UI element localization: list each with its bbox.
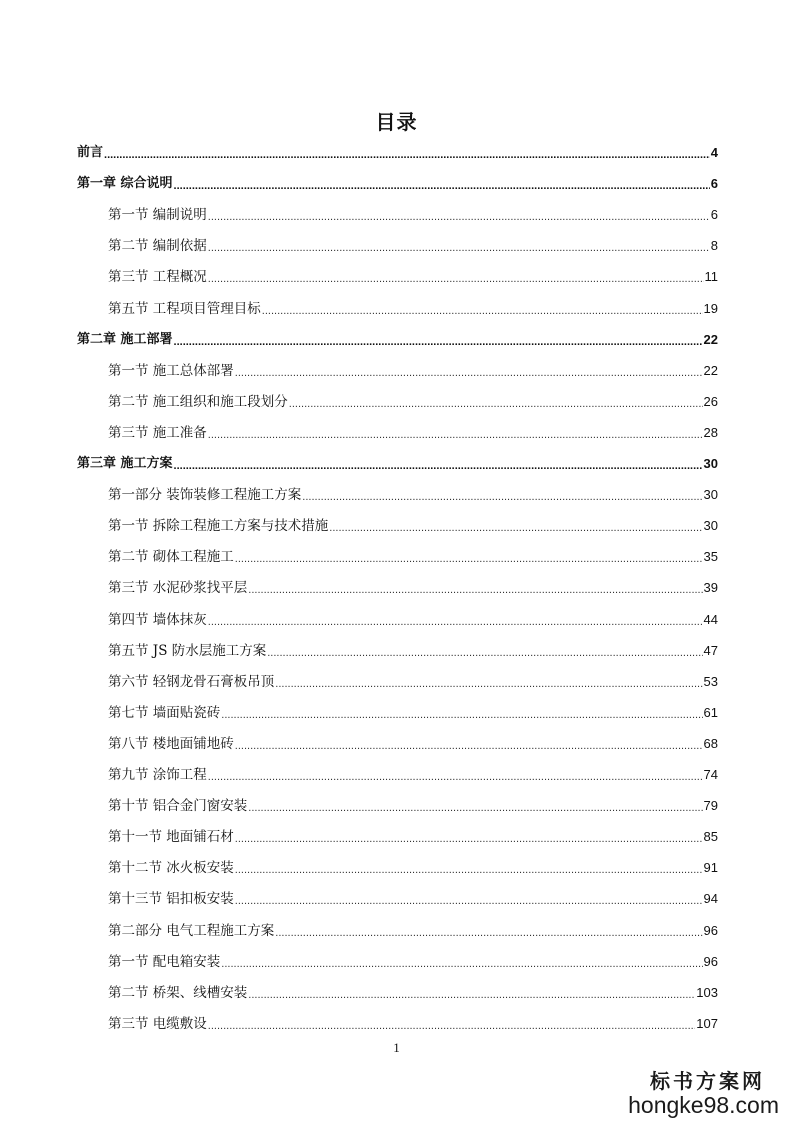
toc-entry-page-number: 6 (710, 176, 718, 191)
toc-dot-leader (208, 210, 710, 224)
toc-section-entry[interactable] (108, 233, 718, 255)
toc-entry-label: 第一节 配电箱安装 (108, 954, 221, 970)
toc-section-entry[interactable] (108, 918, 718, 940)
toc-entry-label: 第十二节 冰火板安装 (108, 860, 234, 876)
toc-entry-label: 第八节 楼地面铺地砖 (108, 736, 234, 752)
toc-section-entry[interactable] (108, 762, 718, 784)
toc-entry-page-number: 11 (704, 269, 718, 284)
toc-entry-page-number: 74 (703, 767, 718, 782)
toc-entry-page-number: 103 (696, 985, 718, 1000)
toc-entry-label: 第二节 施工组织和施工段划分 (108, 394, 288, 410)
toc-chapter-entry[interactable] (77, 140, 718, 162)
toc-section-entry[interactable] (108, 482, 718, 504)
toc-dot-leader (329, 521, 702, 535)
toc-dot-leader (235, 552, 703, 566)
toc-entry-page-number: 30 (703, 487, 718, 502)
toc-dot-leader (235, 739, 703, 753)
toc-dot-leader (221, 957, 702, 971)
toc-entry-label: 第四节 墙体抹灰 (108, 612, 207, 628)
toc-entry-page-number: 53 (703, 674, 718, 689)
toc-entry-label: 第三节 工程概况 (108, 269, 207, 285)
toc-dot-leader (208, 615, 703, 629)
toc-entry-page-number: 91 (703, 860, 718, 875)
toc-section-entry[interactable] (108, 264, 718, 286)
toc-entry-label: 第一部分 装饰装修工程施工方案 (108, 487, 302, 503)
toc-section-entry[interactable] (108, 669, 718, 691)
toc-entry-page-number: 85 (703, 829, 718, 844)
toc-entry-page-number: 35 (703, 549, 718, 564)
toc-section-entry[interactable] (108, 607, 718, 629)
toc-dot-leader (248, 583, 702, 597)
toc-dot-leader (235, 863, 703, 877)
toc-section-entry[interactable] (108, 513, 718, 535)
toc-entry-label: 第三节 施工准备 (108, 425, 207, 441)
toc-dot-leader (174, 459, 703, 473)
toc-section-entry[interactable] (108, 700, 718, 722)
toc-entry-label: 第三节 水泥砂浆找平层 (108, 580, 248, 596)
toc-entry-label: 第三节 电缆敷设 (108, 1016, 207, 1032)
toc-entry-label: 第十节 铝合金门窗安装 (108, 798, 248, 814)
toc-entry-label: 第一节 拆除工程施工方案与技术措施 (108, 518, 329, 534)
toc-entry-page-number: 8 (710, 238, 718, 253)
toc-entry-page-number: 19 (703, 301, 718, 316)
toc-section-entry[interactable] (108, 420, 718, 442)
toc-section-entry[interactable] (108, 731, 718, 753)
document-title: 目录 (375, 110, 418, 134)
toc-dot-leader (235, 366, 703, 380)
toc-entry-label: 第二章 施工部署 (77, 332, 173, 347)
toc-entry-label: 第十一节 地面铺石材 (108, 829, 234, 845)
toc-entry-label: 第五节 JS 防水层施工方案 (108, 643, 267, 659)
toc-entry-page-number: 61 (703, 705, 718, 720)
toc-entry-label: 第二部分 电气工程施工方案 (108, 923, 275, 939)
toc-entry-page-number: 79 (703, 798, 718, 813)
toc-dot-leader (262, 304, 703, 318)
toc-dot-leader (208, 428, 703, 442)
toc-dot-leader (174, 335, 703, 349)
toc-section-entry[interactable] (108, 296, 718, 318)
toc-entry-label: 第二节 编制依据 (108, 238, 207, 254)
toc-dot-leader (235, 894, 703, 908)
page-number: 1 (393, 1040, 400, 1055)
watermark (628, 1070, 779, 1118)
toc-entry-page-number: 47 (703, 643, 718, 658)
toc-entry-page-number: 94 (703, 891, 718, 906)
toc-entry-label: 第十三节 铝扣板安装 (108, 891, 234, 907)
toc-entry-page-number: 30 (703, 518, 718, 533)
toc-dot-leader (208, 1019, 696, 1033)
toc-entry-page-number: 28 (703, 425, 718, 440)
toc-section-entry[interactable] (108, 638, 718, 660)
toc-dot-leader (248, 988, 695, 1002)
toc-dot-leader (208, 241, 710, 255)
toc-entry-label: 第五节 工程项目管理目标 (108, 301, 261, 317)
toc-entry-label: 第二节 桥架、线槽安装 (108, 985, 248, 1001)
toc-entry-page-number: 68 (703, 736, 718, 751)
watermark-site-name: 标书方案网 (650, 1069, 765, 1093)
toc-dot-leader (302, 490, 702, 504)
toc-entry-page-number: 44 (703, 612, 718, 627)
toc-entry-label: 第一章 综合说明 (77, 176, 173, 191)
toc-dot-leader (289, 397, 703, 411)
toc-entry-label: 第一节 施工总体部署 (108, 363, 234, 379)
toc-dot-leader (174, 179, 710, 193)
toc-entry-label: 第三章 施工方案 (77, 456, 173, 471)
toc-section-entry[interactable] (108, 855, 718, 877)
toc-section-entry[interactable] (108, 358, 718, 380)
toc-section-entry[interactable] (108, 824, 718, 846)
toc-section-entry[interactable] (108, 980, 718, 1002)
toc-section-entry[interactable] (108, 886, 718, 908)
toc-section-entry[interactable] (108, 202, 718, 224)
toc-section-entry[interactable] (108, 1011, 718, 1033)
toc-dot-leader (104, 148, 710, 162)
toc-section-entry[interactable] (108, 575, 718, 597)
toc-entry-label: 第一节 编制说明 (108, 207, 207, 223)
toc-entry-page-number: 107 (696, 1016, 718, 1031)
toc-dot-leader (235, 832, 703, 846)
toc-chapter-entry[interactable] (77, 171, 718, 193)
toc-entry-page-number: 30 (703, 456, 718, 471)
toc-dot-leader (275, 926, 702, 940)
toc-entry-label: 前言 (77, 145, 104, 160)
toc-entry-page-number: 96 (703, 923, 718, 938)
toc-section-entry[interactable] (108, 389, 718, 411)
toc-entry-label: 第九节 涂饰工程 (108, 767, 207, 783)
toc-dot-leader (275, 677, 702, 691)
toc-dot-leader (267, 646, 702, 660)
toc-section-entry[interactable] (108, 544, 718, 566)
toc-dot-leader (248, 801, 702, 815)
toc-entry-page-number: 39 (703, 580, 718, 595)
toc-entry-page-number: 6 (710, 207, 718, 222)
watermark-url: hongke98.com (628, 1092, 779, 1118)
toc-entry-label: 第六节 轻钢龙骨石膏板吊顶 (108, 674, 275, 690)
toc-entry-page-number: 96 (703, 954, 718, 969)
toc-chapter-entry[interactable] (77, 327, 718, 349)
toc-entry-label: 第二节 砌体工程施工 (108, 549, 234, 565)
toc-dot-leader (221, 708, 702, 722)
toc-section-entry[interactable] (108, 793, 718, 815)
toc-entry-page-number: 26 (703, 394, 718, 409)
toc-entry-page-number: 22 (703, 363, 718, 378)
toc-entry-page-number: 22 (703, 332, 718, 347)
toc-dot-leader (208, 272, 704, 286)
toc-chapter-entry[interactable] (77, 451, 718, 473)
toc-dot-leader (208, 770, 703, 784)
toc-entry-label: 第七节 墙面贴瓷砖 (108, 705, 221, 721)
toc-section-entry[interactable] (108, 949, 718, 971)
toc-entry-page-number: 4 (710, 145, 718, 160)
